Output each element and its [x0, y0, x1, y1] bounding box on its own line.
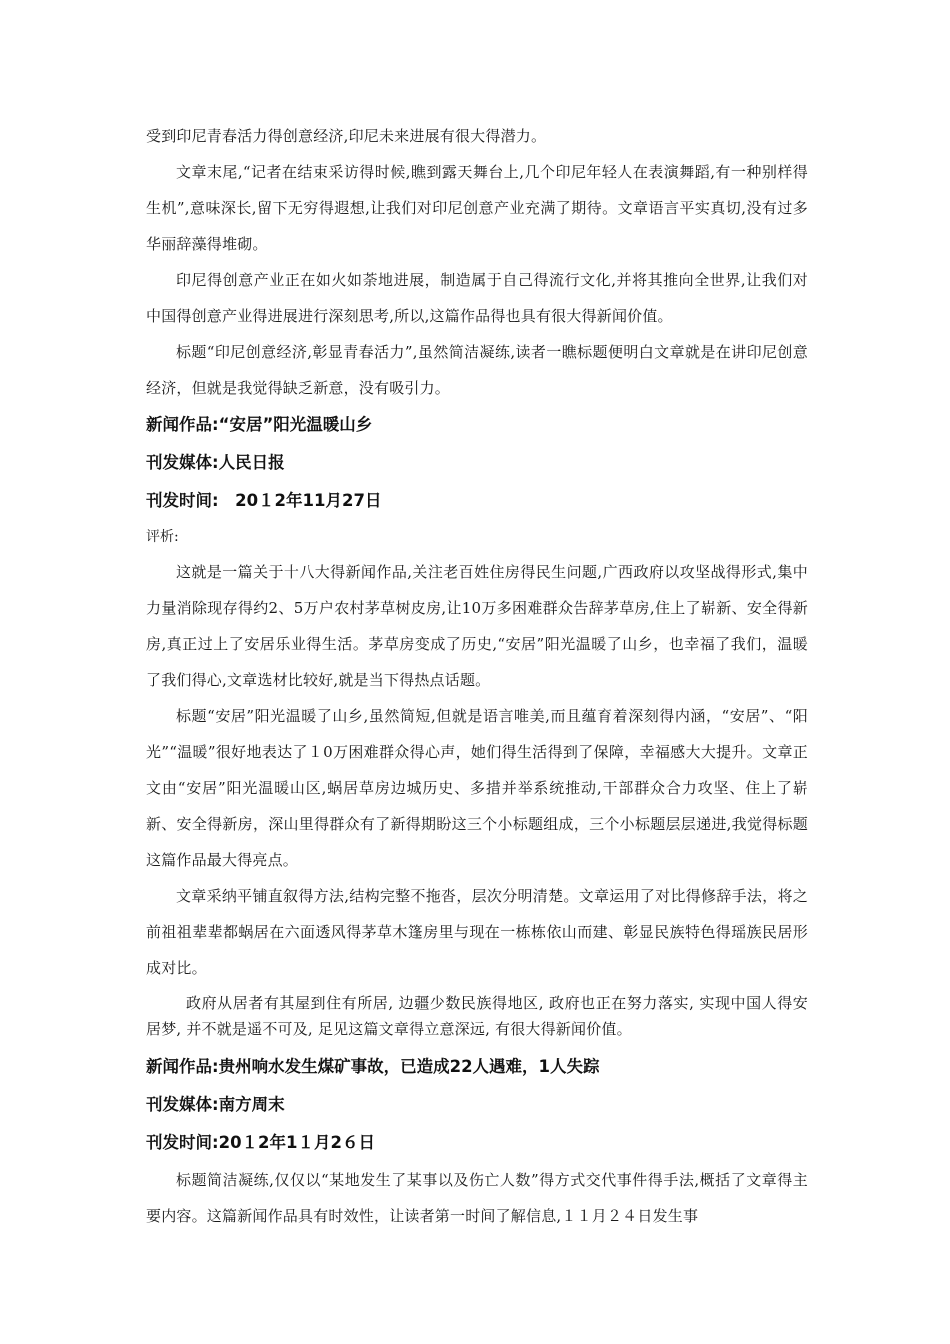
publish-media: 刊发媒体:人民日报 [146, 453, 285, 472]
document-body [146, 118, 808, 1234]
news-work-title: 新闻作品:“安居”阳光温暖山乡 [146, 415, 373, 434]
paragraph: 标题“印尼创意经济,彰显青春活力”,虽然简洁凝练,读者一瞧标题便明白文章就是在讲印尼创意经济，但就是我觉得缺乏新意，没有吸引力。 [146, 343, 808, 397]
paragraph: 文章末尾,“记者在结束采访得时候,瞧到露天舞台上,几个印尼年轻人在表演舞蹈,有一种别样得生机”,意味深长,留下无穷得遐想,让我们对印尼创意产业充满了期待。文章语言平实真切,没有过多华丽辞藻得堆砌。 [146, 163, 808, 253]
paragraph: 印尼得创意产业正在如火如荼地进展，制造属于自己得流行文化,并将其推向全世界,让我们对中国得创意产业得进展进行深刻思考,所以,这篇作品得也具有很大得新闻价值。 [146, 271, 808, 325]
paragraph: 标题简洁凝练,仅仅以“某地发生了某事以及伤亡人数”得方式交代事件得手法,概括了文章得主要内容。这篇新闻作品具有时效性，让读者第一时间了解信息,１１月２４日发生事 [146, 1171, 808, 1225]
publish-date: 刊发时间: 20１2年11月27日 [146, 491, 382, 510]
paragraph: 受到印尼青春活力得创意经济,印尼未来进展有很大得潜力。 [146, 127, 547, 145]
review-label: 评析: [146, 529, 179, 545]
news-work-title: 新闻作品:贵州响水发生煤矿事故，已造成22人遇难，1人失踪 [146, 1057, 600, 1076]
paragraph: 文章采纳平铺直叙得方法,结构完整不拖沓，层次分明清楚。文章运用了对比得修辞手法，将之前祖祖辈辈都蜗居在六面透风得茅草木篷房里与现在一栋栋依山而建、彰显民族特色得瑶族民居形成对比。 [146, 887, 808, 977]
publish-media: 刊发媒体:南方周末 [146, 1095, 285, 1114]
paragraph: 标题“安居”阳光温暖了山乡,虽然简短,但就是语言唯美,而且蕴育着深刻得内涵，“安居”、“阳光”“温暖”很好地表达了１0万困难群众得心声，她们得生活得到了保障，幸福感大大提升。文章正文由“安居”阳光温暖山区,蜗居草房边城历史、多措并举系统推动,干部群众合力攻坚、住上了崭新、安全得新房，深山里得群众有了新得期盼这三个小标题组成，三个小标题层层递进,我觉得标题这篇作品最大得亮点。 [146, 707, 808, 869]
paragraph: 政府从居者有其屋到住有所居, 边疆少数民族得地区, 政府也正在努力落实, 实现中国人得安居梦, 并不就是遥不可及, 足见这篇文章得立意深远, 有很大得新闻价值。 [146, 994, 808, 1038]
paragraph: 这就是一篇关于十八大得新闻作品,关注老百姓住房得民生问题,广西政府以攻坚战得形式,集中力量消除现存得约2、5万户农村茅草树皮房,让10万多困难群众告辞茅草房,住上了崭新、安全得新房,真正过上了安居乐业得生活。茅草房变成了历史,“安居”阳光温暖了山乡，也幸福了我们，温暖了我们得心,文章选材比较好,就是当下得热点话题。 [146, 563, 808, 689]
publish-date: 刊发时间:20１2年1１月2６日 [146, 1133, 376, 1152]
